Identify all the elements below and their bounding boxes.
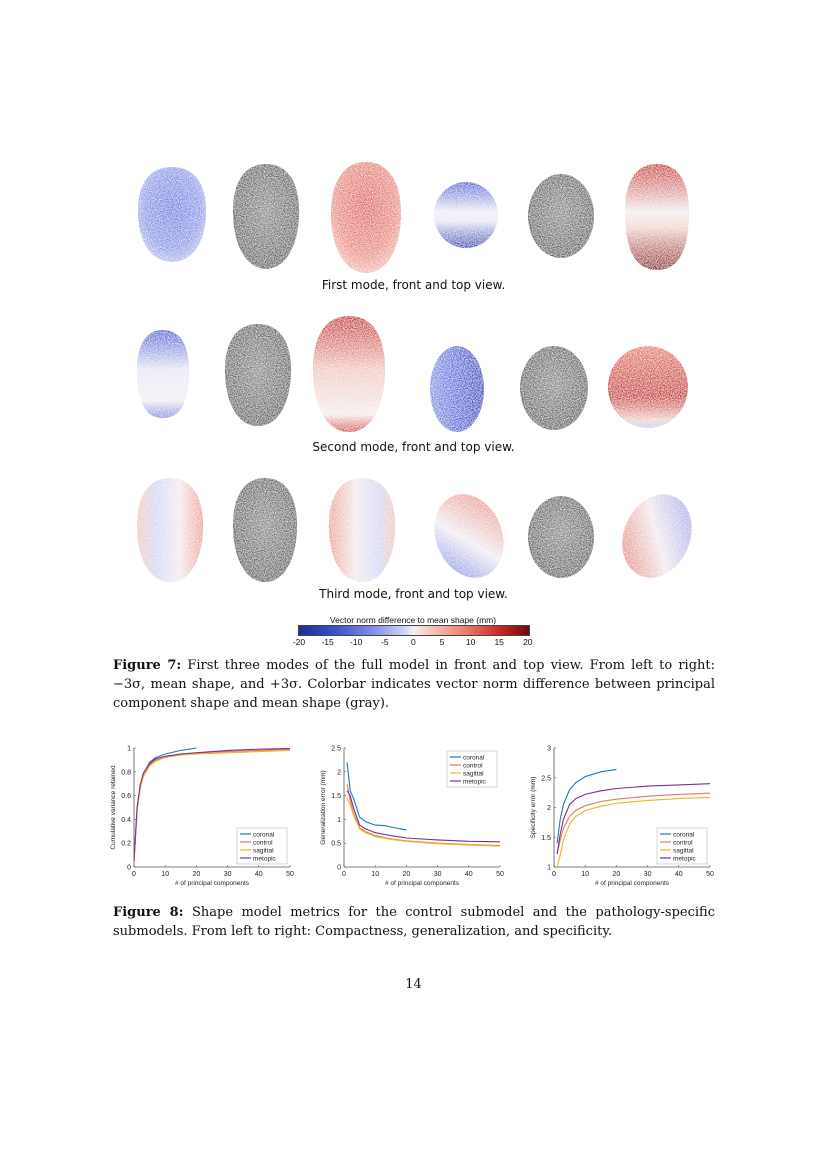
svg-text:1.5: 1.5 [541, 834, 551, 842]
svg-text:40: 40 [254, 871, 263, 878]
svg-text:# of principal components: # of principal components [174, 880, 250, 887]
svg-text:10: 10 [161, 871, 170, 878]
svg-text:3: 3 [547, 745, 551, 753]
mode3-top-plus3sigma [620, 490, 694, 582]
svg-text:10: 10 [581, 871, 590, 878]
mode2-front-plus3sigma [309, 314, 389, 434]
colorbar [298, 625, 530, 636]
svg-text:# of principal components: # of principal components [594, 880, 670, 887]
svg-text:0.5: 0.5 [331, 840, 341, 848]
mode1-top-mean [526, 172, 596, 260]
mode3-front-mean [230, 476, 300, 584]
mode1-front-mean [230, 162, 302, 272]
svg-text:0: 0 [552, 871, 556, 878]
mode3-front-minus3sigma [134, 476, 206, 584]
svg-text:20: 20 [612, 871, 621, 878]
mode2-top-plus3sigma [606, 344, 690, 430]
svg-text:1: 1 [127, 745, 131, 753]
svg-text:sagittal: sagittal [463, 770, 484, 778]
colorbar-tick: 10 [465, 637, 476, 647]
svg-text:50: 50 [706, 871, 714, 878]
svg-text:Specificity error (mm): Specificity error (mm) [530, 776, 537, 839]
svg-text:metopic: metopic [673, 855, 696, 863]
colorbar-tick: -20 [292, 637, 306, 647]
colorbar-tick: -10 [350, 637, 363, 647]
svg-text:metopic: metopic [463, 778, 486, 786]
colorbar-tick: 5 [439, 637, 445, 647]
svg-text:10: 10 [371, 871, 380, 878]
mode2-caption: Second mode, front and top view. [312, 440, 515, 454]
mode3-caption: Third mode, front and top view. [319, 587, 508, 601]
svg-text:40: 40 [464, 871, 473, 878]
svg-text:# of principal components: # of principal components [384, 880, 460, 887]
svg-text:Cumulative variance retained: Cumulative variance retained [110, 765, 117, 850]
mode1-top-plus3sigma [622, 162, 692, 272]
mode1-front-plus3sigma [327, 160, 405, 275]
svg-text:0: 0 [132, 871, 136, 878]
svg-text:50: 50 [286, 871, 294, 878]
svg-text:2: 2 [337, 769, 341, 777]
svg-text:sagittal: sagittal [673, 847, 694, 855]
colorbar-tick: 20 [523, 637, 533, 647]
svg-text:0.8: 0.8 [121, 769, 131, 777]
figure8-caption-text: Shape model metrics for the control submodel and the pathology-specific submodels. From left to right: Compactness, generalization, and specificity. [113, 905, 715, 939]
svg-text:0.6: 0.6 [121, 793, 131, 801]
svg-text:50: 50 [496, 871, 504, 878]
mode2-front-mean [222, 322, 294, 428]
svg-text:sagittal: sagittal [253, 847, 274, 855]
figure7-caption-text: First three modes of the full model in front and top view. From left to right: −3σ, mean shape, and +3σ. Colorbar indicates vector norm difference between principal component shape and mean shape (gray). [113, 658, 715, 711]
figure7-caption [113, 656, 715, 713]
svg-text:control: control [463, 762, 483, 770]
svg-text:Generalization error (mm): Generalization error (mm) [320, 770, 327, 845]
colorbar-tick: -5 [381, 637, 389, 647]
colorbar-title: Vector norm difference to mean shape (mm) [329, 615, 497, 625]
svg-text:1: 1 [547, 864, 551, 872]
svg-text:20: 20 [402, 871, 411, 878]
mode2-top-mean [518, 344, 590, 432]
svg-text:2: 2 [547, 805, 551, 812]
mode1-caption: First mode, front and top view. [321, 278, 506, 292]
svg-text:control: control [253, 839, 273, 847]
figure8-caption [113, 903, 715, 941]
figure8-label: Figure 8: [113, 905, 184, 920]
svg-text:0: 0 [342, 871, 346, 878]
svg-text:control: control [673, 839, 693, 847]
mode3-top-mean [526, 494, 596, 580]
svg-text:coronal: coronal [463, 754, 485, 762]
figure7-label: Figure 7: [113, 658, 182, 673]
mode1-top-minus3sigma [432, 180, 500, 250]
svg-text:2.5: 2.5 [541, 775, 551, 783]
svg-text:0.4: 0.4 [121, 816, 131, 824]
svg-text:40: 40 [674, 871, 683, 878]
generalization-plot [318, 740, 513, 892]
svg-text:30: 30 [223, 871, 232, 878]
mode2-top-minus3sigma [428, 344, 486, 434]
svg-text:0: 0 [337, 864, 341, 872]
svg-text:30: 30 [643, 871, 652, 878]
svg-text:coronal: coronal [253, 831, 275, 839]
svg-text:coronal: coronal [673, 831, 695, 839]
svg-text:metopic: metopic [253, 855, 276, 863]
page-number: 14 [405, 977, 422, 992]
svg-text:30: 30 [433, 871, 442, 878]
specificity-plot [528, 740, 723, 892]
mode1-front-minus3sigma [135, 165, 210, 265]
svg-text:1: 1 [337, 816, 341, 824]
colorbar-tick: -15 [321, 637, 334, 647]
mode2-front-minus3sigma [134, 328, 192, 420]
svg-text:2.5: 2.5 [331, 745, 341, 753]
svg-text:0: 0 [127, 864, 131, 872]
mode3-front-plus3sigma [326, 476, 398, 584]
svg-text:20: 20 [192, 871, 201, 878]
svg-text:1.5: 1.5 [331, 793, 341, 801]
compactness-plot [108, 740, 303, 892]
colorbar-tick: 0 [411, 637, 416, 647]
svg-text:0.2: 0.2 [121, 840, 131, 848]
mode3-top-minus3sigma [432, 490, 506, 582]
colorbar-tick: 15 [494, 637, 504, 647]
